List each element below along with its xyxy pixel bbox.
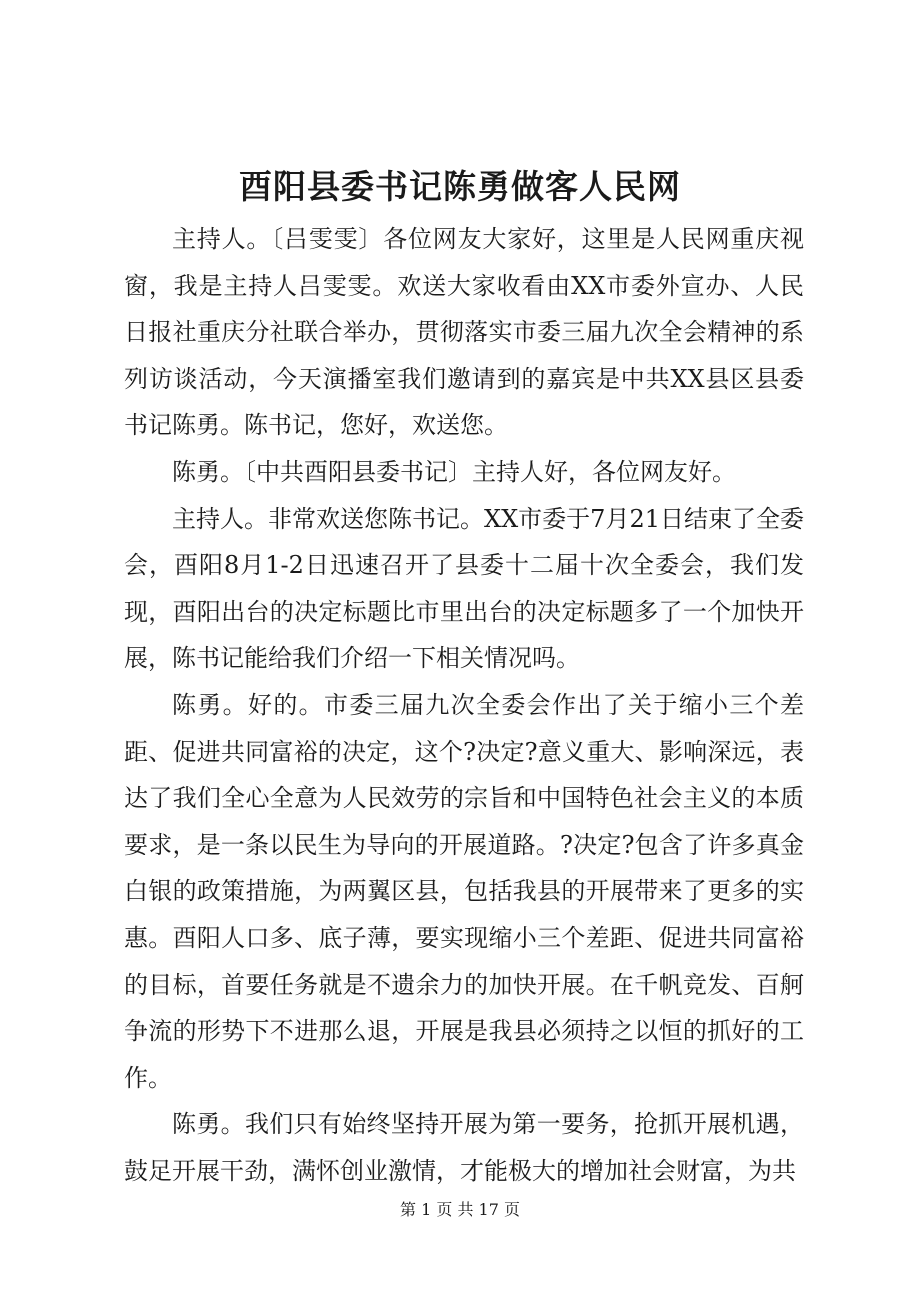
paragraph-guest-answer: 陈勇。好的。市委三届九次全委会作出了关于缩小三个差距、促进共同富裕的决定，这个?决定?意义重大、影响深远，表达了我们全心全意为人民效劳的宗旨和中国特色社会主义的本质要求，是一条以民生为导向的开展道路。?决定?包含了许多真金白银的政策措施，为两翼区县，包括我县的开展带来了更多的实惠。酉阳人口多、底子薄，要实现缩小三个差距、促进共同富裕的目标，首要任务就是不遗余力的加快开展。在千帆竞发、百舸争流的形势下不进那么退，开展是我县必须持之以恒的抓好的工作。 — [124, 690, 804, 1092]
paragraph-guest-continued: 陈勇。我们只有始终坚持开展为第一要务，抢抓开展机遇，鼓足开展干劲，满怀创业激情，才能极大的增加社会财富，为共 — [124, 1110, 804, 1185]
paragraph-host-intro: 主持人。〔吕雯雯〕各位网友大家好，这里是人民网重庆视窗，我是主持人吕雯雯。欢送大家收看由XX市委外宣办、人民日报社重庆分社联合举办，贯彻落实市委三届九次全会精神的系列访谈活动，今天演播室我们邀请到的嘉宾是中共XX县区县委书记陈勇。陈书记，您好，欢送您。 — [124, 225, 804, 440]
document-title: 酉阳县委书记陈勇做客人民网 — [239, 167, 681, 206]
paragraph-host-question: 主持人。非常欢送您陈书记。XX市委于7月21日结束了全委会，酉阳8月1-2日迅速召开了县委十二届十次全委会，我们发现，酉阳出台的决定标题比市里出台的决定标题多了一个加快开展，陈书记能给我们介绍一下相关情况吗。 — [124, 504, 804, 673]
page-footer: 第 1 页 共 17 页 — [400, 1200, 520, 1219]
document-body — [124, 216, 804, 1194]
paragraph-guest-greeting: 陈勇。〔中共酉阳县委书记〕主持人好，各位网友好。 — [172, 457, 736, 486]
